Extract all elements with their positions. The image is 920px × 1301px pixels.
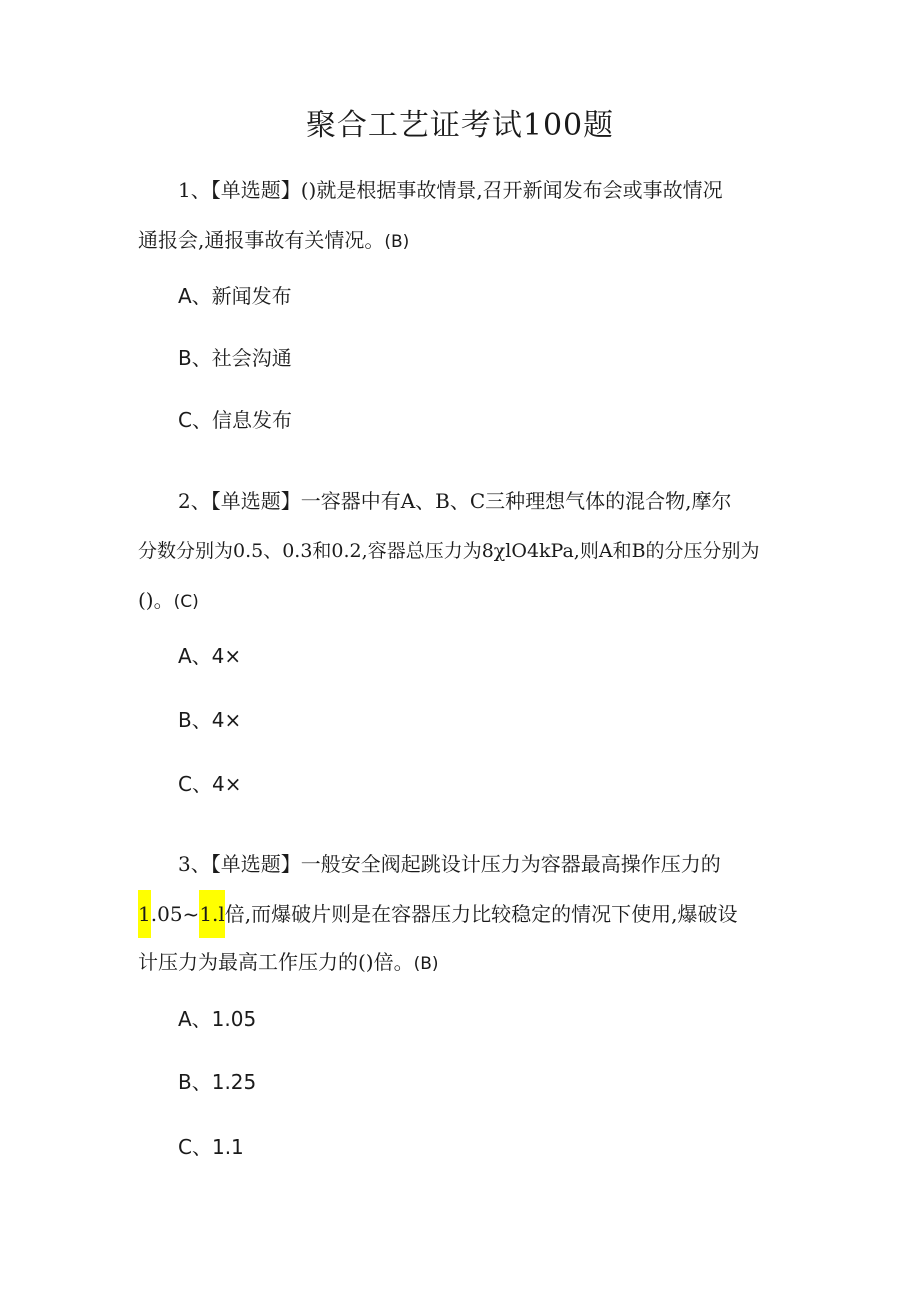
question-1-answer: (B) (384, 232, 410, 252)
question-2-line-3 (138, 586, 199, 616)
question-3-highlight-middle: .05~ (150, 902, 200, 926)
question-2-option-c: C、4× (178, 772, 242, 796)
question-3-highlight-end: 1.l (199, 890, 224, 938)
page-title: 聚合工艺证考试100题 (305, 108, 615, 143)
question-3-option-a: A、1.05 (178, 1007, 257, 1031)
question-3-line-1: 3、【单选题】一般安全阀起跳设计压力为容器最高操作压力的 (178, 852, 721, 876)
question-2-line-2: 分数分别为0.5、0.3和0.2,容器总压力为8χlO4kPa,则A和B的分压分别为 (138, 540, 760, 562)
question-3-option-c: C、1.1 (178, 1135, 244, 1159)
question-2-line-1: 2、【单选题】一容器中有A、B、C三种理想气体的混合物,摩尔 (178, 489, 732, 513)
question-3-answer: (B) (413, 954, 439, 974)
question-1-line-2 (138, 226, 409, 256)
question-1-option-a: A、新闻发布 (178, 284, 292, 308)
question-3-line-2-text: 倍,而爆破片则是在容器压力比较稳定的情况下使用,爆破设 (224, 902, 738, 926)
question-3-line-3-text: 计压力为最高工作压力的()倍。 (138, 950, 414, 974)
question-3-option-b: B、1.25 (178, 1070, 257, 1094)
question-2-answer: (C) (173, 592, 199, 612)
question-3-highlight-start: 1 (138, 890, 151, 938)
question-1-option-c: C、信息发布 (178, 408, 292, 432)
question-2-option-a: A、4× (178, 644, 242, 668)
question-3-line-2 (138, 900, 738, 938)
question-3-line-3 (138, 948, 439, 978)
question-1-option-b: B、社会沟通 (178, 346, 292, 370)
question-1-line-1: 1、【单选题】()就是根据事故情景,召开新闻发布会或事故情况 (178, 178, 723, 202)
question-2-option-b: B、4× (178, 708, 242, 732)
question-2-line-3-text: ()。 (138, 588, 174, 612)
question-1-line-2-text: 通报会,通报事故有关情况。 (138, 228, 385, 252)
